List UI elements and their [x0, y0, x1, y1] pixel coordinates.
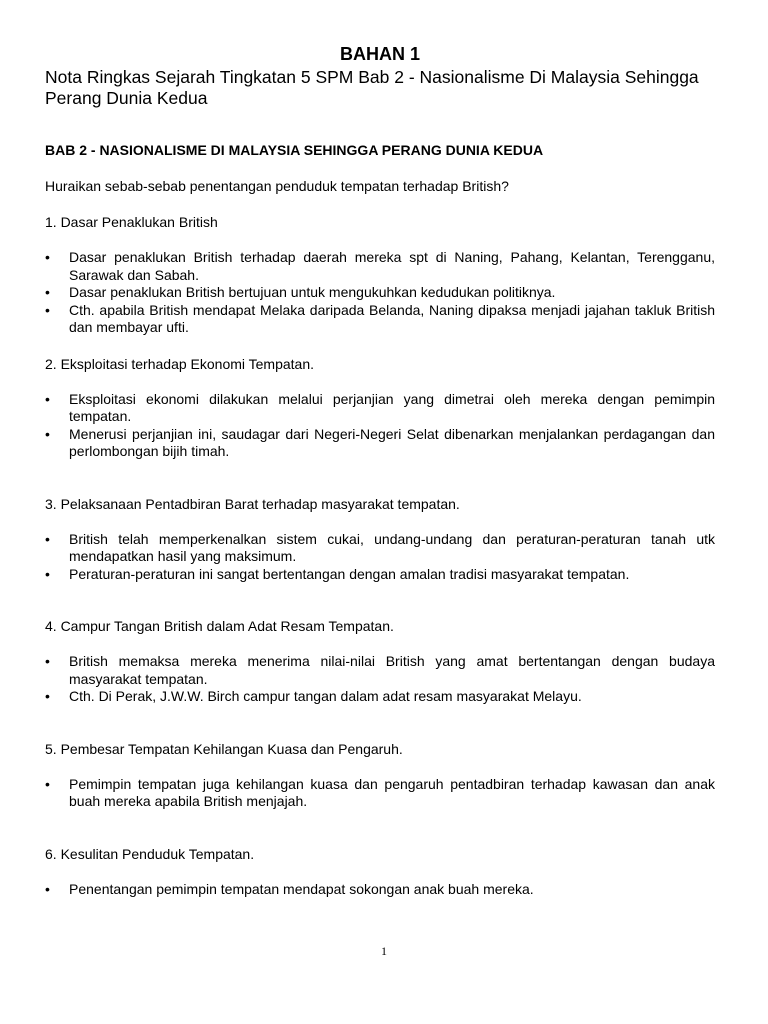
section-6	[45, 845, 715, 899]
list-item-text: Dasar penaklukan British bertujuan untuk mengukuhkan kedudukan politiknya.	[69, 284, 556, 300]
bullet-list	[45, 531, 715, 584]
list-item	[45, 249, 715, 284]
list-item-text: Pemimpin tempatan juga kehilangan kuasa dan pengaruh pentadbiran terhadap kawasan dan anak buah mereka apabila British menjajah.	[69, 775, 715, 809]
list-item-text: Peraturan-peraturan ini sangat bertentangan dengan amalan tradisi masyarakat tempatan.	[69, 565, 630, 582]
bullet-list	[45, 881, 715, 899]
section-2	[45, 355, 715, 461]
section-title: 3. Pelaksanaan Pentadbiran Barat terhadap masyarakat tempatan.	[45, 495, 460, 512]
bullet-icon: •	[45, 425, 50, 442]
bullet-list	[45, 249, 715, 337]
list-item-text: Eksploitasi ekonomi dilakukan melalui perjanjian yang dimetrai oleh mereka dengan pemimpin tempatan.	[69, 390, 715, 424]
list-item	[45, 531, 715, 566]
question-text: Huraikan sebab-sebab penentangan penduduk tempatan terhadap British?	[45, 178, 509, 194]
bullet-icon: •	[45, 390, 50, 407]
document-label: BAHAN 1	[339, 44, 420, 64]
bullet-list	[45, 776, 715, 811]
section-1	[45, 213, 715, 337]
list-item-text: Penentangan pemimpin tempatan mendapat sokongan anak buah mereka.	[69, 880, 534, 897]
list-item	[45, 566, 715, 584]
list-item-text: Cth. Di Perak, J.W.W. Birch campur tangan dalam adat resam masyarakat Melayu.	[69, 688, 582, 704]
bullet-icon: •	[45, 301, 50, 318]
list-item	[45, 688, 715, 706]
section-title: 2. Eksploitasi terhadap Ekonomi Tempatan.	[45, 355, 315, 372]
bullet-list	[45, 653, 715, 706]
bullet-icon: •	[45, 284, 50, 300]
list-item	[45, 426, 715, 461]
list-item	[45, 653, 715, 688]
section-title: 6. Kesulitan Penduduk Tempatan.	[45, 845, 255, 862]
bullet-icon: •	[45, 775, 50, 792]
bullet-icon: •	[45, 530, 50, 547]
section-title: 1. Dasar Penaklukan British	[45, 214, 218, 230]
sections-container	[45, 213, 715, 898]
list-item	[45, 284, 715, 302]
bullet-icon: •	[45, 565, 50, 582]
list-item-text: Cth. apabila British mendapat Melaka daripada Belanda, Naning dipaksa menjadi jajahan takluk British dan membayar ufti.	[69, 301, 715, 335]
section-3	[45, 495, 715, 584]
list-item	[45, 881, 715, 899]
bullet-list	[45, 391, 715, 461]
list-item	[45, 776, 715, 811]
section-4	[45, 617, 715, 706]
section-title: 5. Pembesar Tempatan Kehilangan Kuasa dan Pengaruh.	[45, 740, 403, 757]
bullet-icon: •	[45, 653, 50, 669]
list-item	[45, 391, 715, 426]
document-page	[45, 44, 715, 898]
list-item-text: Menerusi perjanjian ini, saudagar dari Negeri-Negeri Selat dibenarkan menjalankan perdagangan dan perlombongan bijih timah.	[69, 425, 715, 459]
section-5	[45, 740, 715, 811]
list-item-text: Dasar penaklukan British terhadap daerah mereka spt di Naning, Pahang, Kelantan, Terengganu, Sarawak dan Sabah.	[69, 249, 715, 283]
bullet-icon: •	[45, 688, 50, 704]
document-title: Nota Ringkas Sejarah Tingkatan 5 SPM Bab 2 - Nasionalisme Di Malaysia Sehingga Perang Dunia Kedua	[45, 67, 699, 108]
bullet-icon: •	[45, 249, 50, 265]
list-item	[45, 302, 715, 337]
list-item-text: British memaksa mereka menerima nilai-nilai British yang amat bertentangan dengan budaya masyarakat tempatan.	[69, 653, 715, 687]
list-item-text: British telah memperkenalkan sistem cukai, undang-undang dan peraturan-peraturan tanah utk mendapatkan hasil yang maksimum.	[69, 530, 715, 564]
section-title: 4. Campur Tangan British dalam Adat Resam Tempatan.	[45, 618, 394, 634]
page-number: 1	[381, 944, 387, 958]
chapter-heading: BAB 2 - NASIONALISME DI MALAYSIA SEHINGGA PERANG DUNIA KEDUA	[45, 142, 544, 158]
bullet-icon: •	[45, 880, 50, 897]
